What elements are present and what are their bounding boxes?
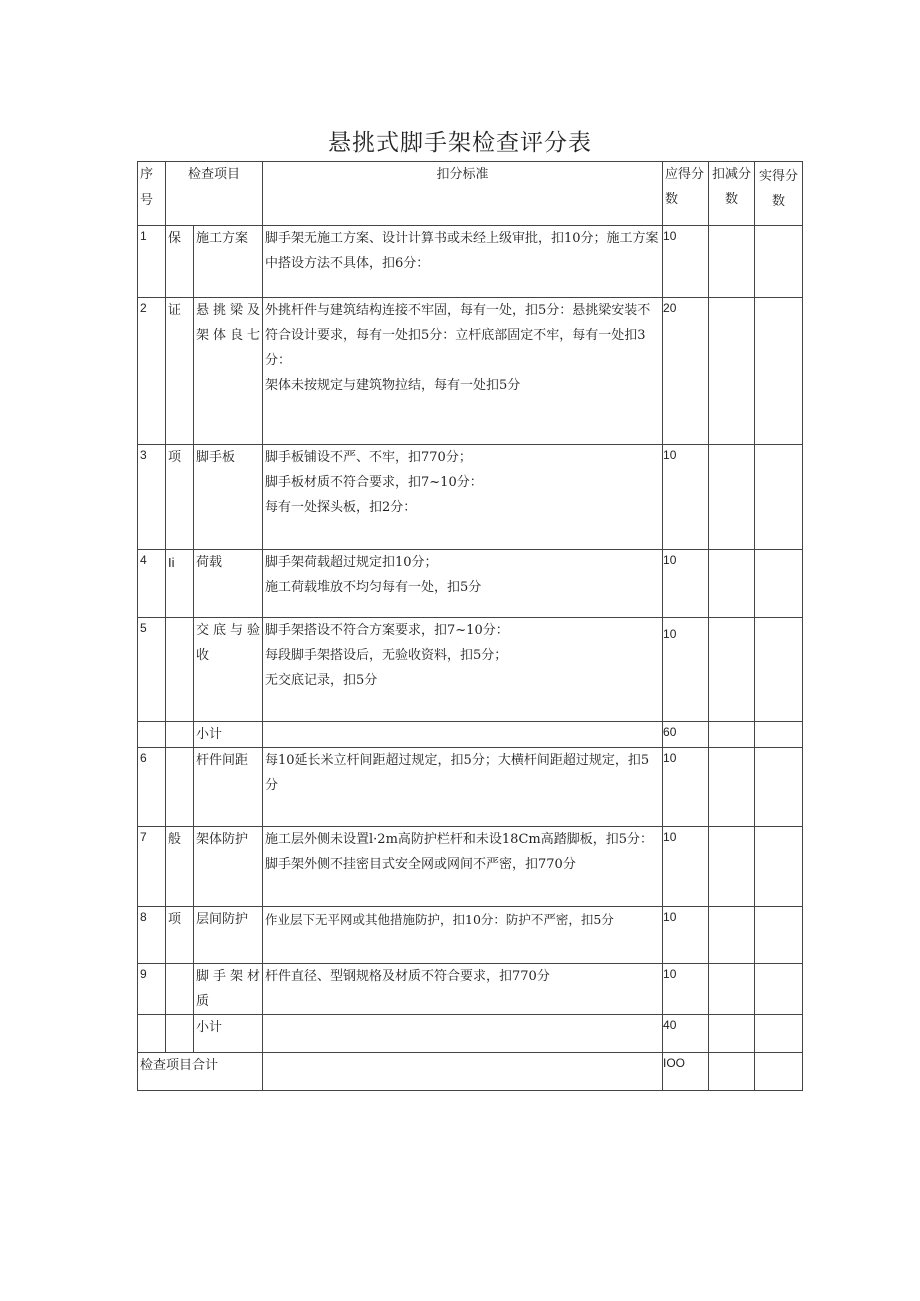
row-seq: 4 [138,550,166,618]
criteria-line: 杆件直径、型钢规格及材质不符合要求，扣770分 [265,969,550,984]
row-group: 般 [166,827,194,907]
row-seq: 6 [138,748,166,827]
row-criteria [263,1015,663,1053]
row-group [166,722,194,748]
row-deduct[interactable] [709,618,755,722]
row-group: 证 [166,298,194,445]
header-criteria: 扣分标准 [263,162,663,226]
row-item: 层间防护 [194,907,263,964]
row-deduct[interactable] [709,827,755,907]
row-deduct[interactable] [709,550,755,618]
row-score: 10 [663,827,709,907]
criteria-line: 脚手架外侧不挂密目式安全网或网间不严密，扣770分 [265,857,576,872]
row-seq: 8 [138,907,166,964]
score-table [137,161,803,1091]
row-actual[interactable] [755,298,803,445]
row-score: 20 [663,298,709,445]
row-seq: 3 [138,445,166,550]
row-actual[interactable] [755,550,803,618]
row-deduct[interactable] [709,226,755,298]
row-deduct[interactable] [709,964,755,1015]
row-actual[interactable] [755,964,803,1015]
row-actual[interactable] [755,618,803,722]
row-group: 项 [166,445,194,550]
row-deduct[interactable] [709,748,755,827]
criteria-line: 每段脚手架搭设后，无验收资料，扣5分； [265,648,508,663]
criteria-line: 施工层外侧未设置l·2m高防护栏杆和未设18Cm高踏脚板，扣5分： [265,832,653,847]
table-row [138,226,803,298]
criteria-line: 脚手架荷载超过规定扣10分； [265,555,438,570]
header-deduct: 扣减分数 [709,162,755,226]
total-score: IOO [663,1053,709,1091]
criteria-line: 施工荷载堆放不均匀每有一处，扣5分 [265,580,482,595]
table-row [138,748,803,827]
row-item: 脚手架材质 [194,964,263,1015]
row-group [166,618,194,722]
row-criteria [263,298,663,445]
row-seq: 1 [138,226,166,298]
subtotal-score: 60 [663,722,709,748]
page-title: 悬挑式脚手架检查评分表 [328,130,592,156]
row-deduct[interactable] [709,1015,755,1053]
row-score: 10 [663,226,709,298]
row-seq: 2 [138,298,166,445]
row-score: 10 [663,907,709,964]
criteria-line: 无交底记录，扣5分 [265,673,378,688]
row-group [166,964,194,1015]
row-seq: 7 [138,827,166,907]
criteria-line: 脚手板铺设不严、不牢，扣770分； [265,450,472,465]
row-item: 杆件间距 [194,748,263,827]
row-score: 10 [663,748,709,827]
row-criteria [263,827,663,907]
row-item: 施工方案 [194,226,263,298]
row-item: 架体防护 [194,827,263,907]
row-criteria [263,1053,663,1091]
row-seq [138,1015,166,1053]
table-row [138,298,803,445]
criteria-line: 脚手板材质不符合要求，扣7~10分： [265,475,483,490]
subtotal-row [138,722,803,748]
row-actual[interactable] [755,226,803,298]
row-deduct[interactable] [709,298,755,445]
header-row [138,162,803,226]
table-row [138,618,803,722]
table-row [138,964,803,1015]
row-deduct[interactable] [709,907,755,964]
row-item: 脚手板 [194,445,263,550]
subtotal-label: 小计 [194,1015,263,1053]
subtotal-score: 40 [663,1015,709,1053]
row-seq [138,722,166,748]
row-actual[interactable] [755,1015,803,1053]
row-group: 项 [166,907,194,964]
table-row [138,550,803,618]
row-actual[interactable] [755,445,803,550]
criteria-line: 脚手架无施工方案、设计计算书或未经上级审批，扣10分；施工方案中搭设方法不具体，扣6分： [265,231,659,271]
table-row [138,907,803,964]
header-actual: 实得分数 [755,162,803,226]
row-actual[interactable] [755,748,803,827]
table-row [138,445,803,550]
row-score: 10 [663,445,709,550]
row-actual[interactable] [755,827,803,907]
row-score: 10 [663,964,709,1015]
row-group [166,1015,194,1053]
row-score: 10 [663,550,709,618]
row-group [166,748,194,827]
total-row [138,1053,803,1091]
header-due: 应得分数 [663,162,709,226]
row-deduct[interactable] [709,722,755,748]
row-criteria [263,907,663,964]
row-deduct[interactable] [709,445,755,550]
row-actual[interactable] [755,907,803,964]
row-item: 荷载 [194,550,263,618]
criteria-line: 脚手架搭设不符合方案要求，扣7~10分： [265,623,509,638]
criteria-line: 作业层下无平网或其他措施防护，扣10分：防护不严密，扣5分 [265,912,614,927]
criteria-line: 外挑杆件与建筑结构连接不牢固，每有一处，扣5分：悬挑梁安装不符合设计要求，每有一处扣5分：立杆底部固定不牢，每有一处扣3分： [265,303,651,368]
row-deduct[interactable] [709,1053,755,1091]
row-group: Ii [166,550,194,618]
subtotal-label: 小计 [194,722,263,748]
row-criteria [263,964,663,1015]
header-seq: 序号 [138,162,166,226]
header-item: 检查项目 [166,162,263,226]
criteria-line: 每有一处探头板，扣2分： [265,500,417,515]
total-label: 检查项目合计 [138,1053,263,1091]
row-criteria [263,226,663,298]
row-group: 保 [166,226,194,298]
row-criteria [263,618,663,722]
row-actual[interactable] [755,1053,803,1091]
row-criteria [263,722,663,748]
row-seq: 5 [138,618,166,722]
row-score: 10 [663,618,709,722]
row-actual[interactable] [755,722,803,748]
row-seq: 9 [138,964,166,1015]
table-row [138,827,803,907]
row-criteria [263,748,663,827]
row-item: 交底与验收 [194,618,263,722]
subtotal-row [138,1015,803,1053]
row-criteria [263,445,663,550]
row-item: 悬挑梁及架体良七 [194,298,263,445]
criteria-line: 架体未按规定与建筑物拉结，每有一处扣5分 [265,378,521,393]
row-criteria [263,550,663,618]
criteria-line: 每10延长米立杆间距超过规定，扣5分；大横杆间距超过规定，扣5分 [265,753,650,793]
